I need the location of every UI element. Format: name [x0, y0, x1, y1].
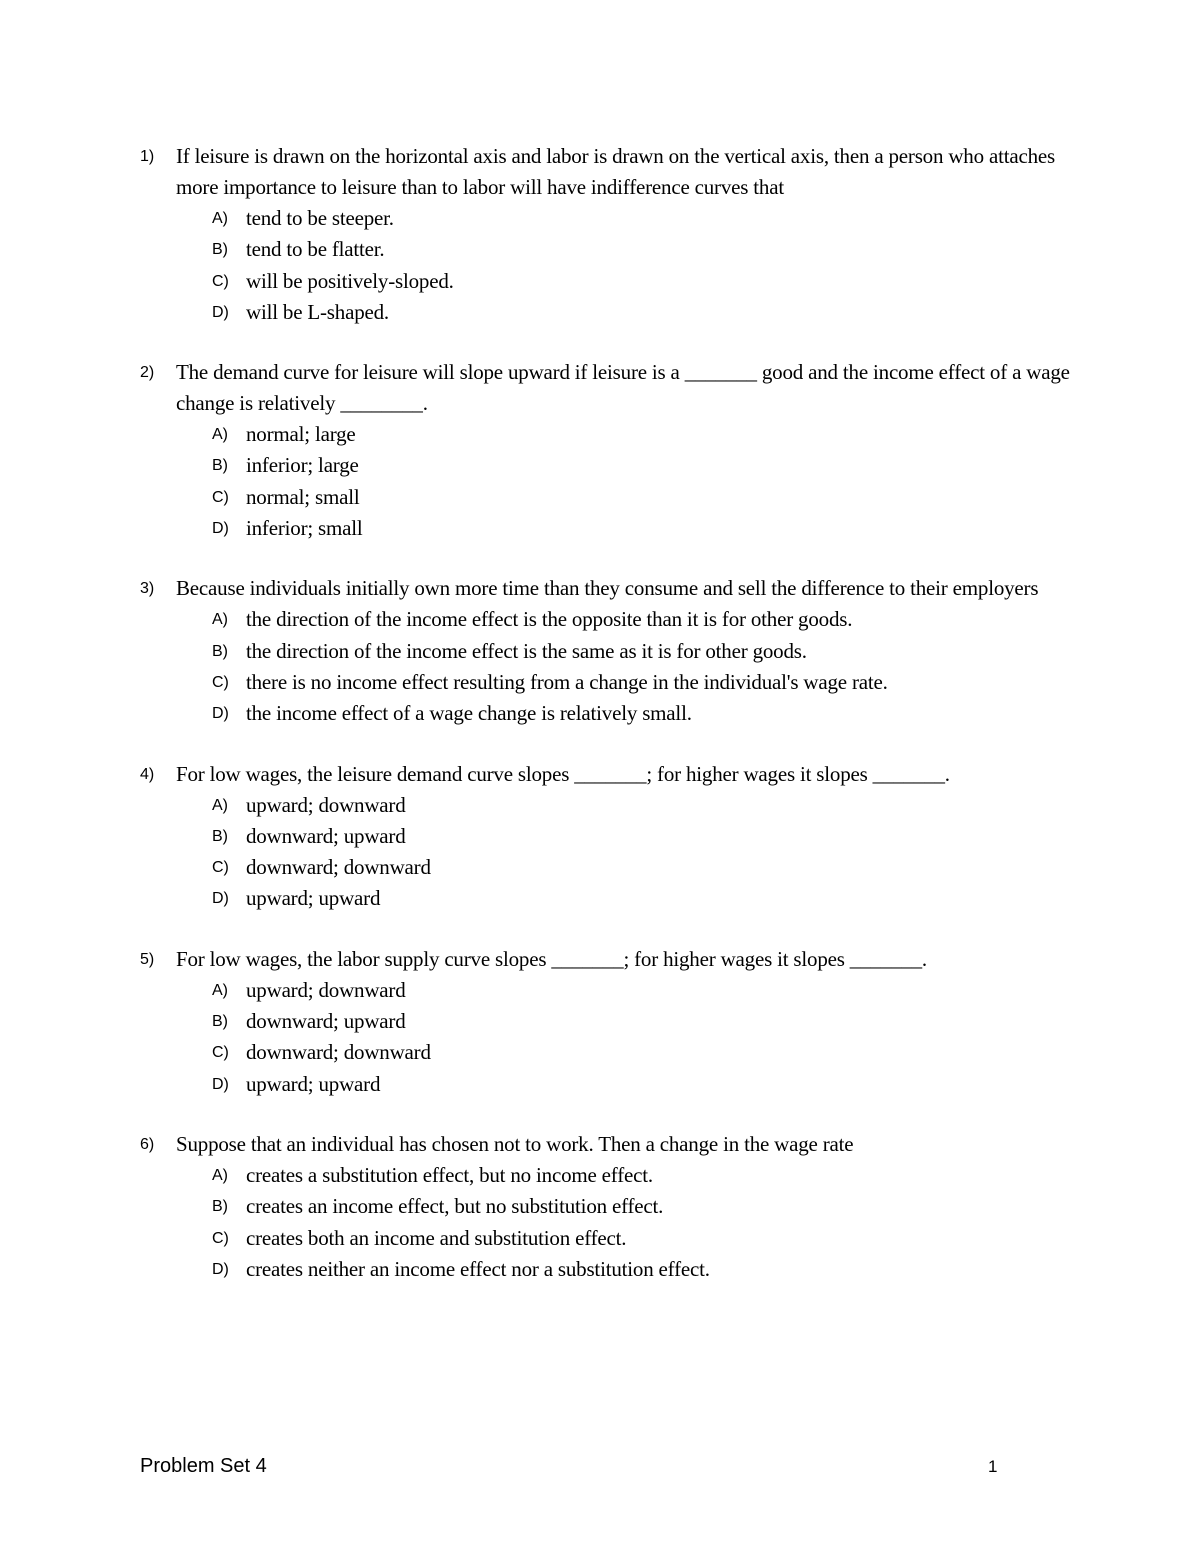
option-text: downward; downward	[246, 1040, 431, 1065]
option-a	[176, 1160, 1070, 1191]
option-text: creates neither an income effect nor a substitution effect.	[246, 1256, 710, 1281]
option-text: creates a substitution effect, but no income effect.	[246, 1162, 653, 1187]
option-letter: A)	[212, 426, 228, 444]
option-a	[176, 419, 1070, 450]
option-letter: B)	[212, 1013, 228, 1031]
option-list	[140, 790, 1070, 915]
option-letter: B)	[212, 457, 228, 475]
option-letter: A)	[212, 210, 228, 227]
question-text: If leisure is drawn on the horizontal axis and labor is drawn on the vertical axis, then a person who attaches more importance to leisure than to labor will have indifference curves that	[176, 144, 1055, 199]
option-text: creates both an income and substitution effect.	[246, 1225, 627, 1250]
option-text: inferior; large	[246, 453, 359, 478]
option-letter: A)	[212, 1166, 228, 1184]
option-list	[140, 203, 1070, 328]
question-text: Because individuals initially own more time than they consume and sell the difference to their employers	[176, 576, 1039, 601]
option-c	[176, 1223, 1070, 1254]
question-text: For low wages, the leisure demand curve slopes _______; for higher wages it slopes _______.	[176, 761, 950, 786]
option-letter: B)	[212, 241, 228, 259]
question-text: For low wages, the labor supply curve slopes _______; for higher wages it slopes _______.	[176, 946, 927, 971]
question-number: 6)	[140, 1135, 155, 1153]
option-c	[176, 1037, 1070, 1068]
footer-title: Problem Set 4	[140, 1455, 267, 1477]
option-text: upward; upward	[246, 886, 381, 911]
question-number: 1)	[140, 148, 155, 165]
option-d	[176, 1069, 1070, 1100]
question-number: 3)	[140, 580, 155, 598]
option-text: tend to be steeper.	[246, 206, 394, 230]
option-b	[176, 636, 1070, 667]
question-number: 5)	[140, 950, 155, 968]
option-text: upward; downward	[246, 977, 406, 1002]
option-text: normal; small	[246, 484, 360, 509]
option-text: there is no income effect resulting from a change in the individual's wage rate.	[246, 669, 888, 694]
option-text: tend to be flatter.	[246, 237, 385, 262]
option-b	[176, 450, 1070, 481]
question-2	[140, 357, 1070, 544]
option-letter: C)	[212, 673, 229, 691]
option-text: will be positively-sloped.	[246, 268, 454, 293]
question-number: 2)	[140, 364, 155, 382]
option-a	[176, 790, 1070, 821]
option-text: downward; upward	[246, 823, 406, 848]
option-letter: B)	[212, 642, 228, 660]
question-stem	[140, 1129, 1070, 1160]
option-letter: B)	[212, 1198, 228, 1216]
question-stem	[140, 141, 1070, 203]
option-letter: D)	[212, 890, 229, 908]
option-letter: D)	[212, 303, 229, 321]
option-b	[176, 1191, 1070, 1222]
option-list	[140, 975, 1070, 1100]
option-text: upward; upward	[246, 1071, 381, 1096]
option-text: the income effect of a wage change is relatively small.	[246, 701, 692, 726]
option-list	[140, 604, 1070, 729]
option-letter: B)	[212, 827, 228, 845]
option-d	[176, 1254, 1070, 1285]
option-a	[176, 604, 1070, 635]
option-c	[176, 667, 1070, 698]
option-letter: A)	[212, 981, 228, 999]
option-letter: C)	[212, 272, 229, 290]
page-number: 1	[988, 1457, 998, 1476]
question-list	[140, 141, 1070, 1314]
question-stem	[140, 759, 1070, 790]
question-text: Suppose that an individual has chosen not to work. Then a change in the wage rate	[176, 1131, 854, 1156]
question-1	[140, 141, 1070, 328]
option-list	[140, 419, 1070, 544]
option-b	[176, 234, 1070, 265]
option-letter: C)	[212, 1044, 229, 1062]
question-6	[140, 1129, 1070, 1285]
option-b	[176, 1006, 1070, 1037]
option-text: will be L-shaped.	[246, 299, 389, 324]
option-text: the direction of the income effect is the opposite than it is for other goods.	[246, 607, 853, 632]
option-list	[140, 1160, 1070, 1285]
option-d	[176, 513, 1070, 544]
question-text: The demand curve for leisure will slope upward if leisure is a _______ good and the income effect of a wage change is relatively ________.	[176, 360, 1070, 416]
option-text: creates an income effect, but no substitution effect.	[246, 1194, 664, 1219]
option-c	[176, 482, 1070, 513]
option-letter: D)	[212, 520, 229, 538]
option-text: normal; large	[246, 422, 356, 447]
option-letter: D)	[212, 1075, 229, 1093]
option-text: upward; downward	[246, 792, 406, 817]
option-d	[176, 698, 1070, 729]
option-a	[176, 975, 1070, 1006]
option-letter: C)	[212, 488, 229, 506]
option-letter: C)	[212, 1229, 229, 1247]
option-text: inferior; small	[246, 516, 363, 541]
question-stem	[140, 944, 1070, 975]
option-a	[176, 203, 1070, 234]
option-letter: A)	[212, 796, 228, 814]
question-stem	[140, 573, 1070, 604]
option-letter: D)	[212, 705, 229, 723]
option-letter: A)	[212, 611, 228, 629]
option-text: downward; downward	[246, 855, 431, 880]
question-stem	[140, 357, 1070, 419]
option-letter: C)	[212, 859, 229, 877]
option-text: the direction of the income effect is the same as it is for other goods.	[246, 638, 807, 663]
question-3	[140, 573, 1070, 729]
option-d	[176, 297, 1070, 328]
option-text: downward; upward	[246, 1009, 406, 1034]
option-c	[176, 266, 1070, 297]
question-number: 4)	[140, 765, 155, 783]
option-d	[176, 883, 1070, 914]
option-letter: D)	[212, 1260, 229, 1278]
question-5	[140, 944, 1070, 1100]
option-c	[176, 852, 1070, 883]
option-b	[176, 821, 1070, 852]
question-4	[140, 759, 1070, 915]
